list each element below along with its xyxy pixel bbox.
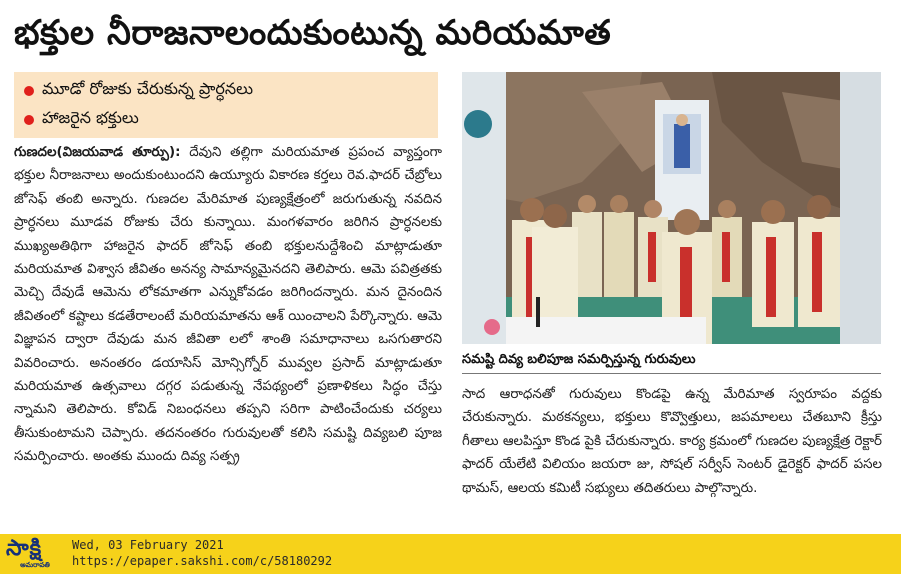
highlight-text: మూడో రోజుకు చేరుకున్న ప్రార్ధనలు [42,79,254,98]
headline: భక్తుల నీరాజనాలందుకుంటున్న మరియమాత [14,13,612,53]
article-text: దేవుని తల్లిగా మరియమాత ప్రపంచ వ్యాప్తంగా భక్తుల నీరాజనాలు అందుకుంటుందని ఉయ్యూరు వికారణ కర్తలు రెవ.ఫాదర్ చేబ్రోలు జోసెఫ్ తంబి అన్నారు. గుణదల మేరిమాత పుణ్యక్షేత్రంలో జరుగుతున్న నవదిన ప్రార్ధనలు మూడవ రోజుకు చేరు కున్నాయి. మంగళవారం జరిగిన ప్రార్ధనలకు ముఖ్యఅతిథిగా హాజరైన ఫాదర్ జోసెఫ్ తంబి భక్తులనుద్దేశించి మాట్లాడుతూ మరియమాత విశ్వాస జీవితం అనన్య సామాన్యమైనదని తెలిపారు. ఆమె పవిత్రతకు మెచ్చి దేవుడే ఆమెను లోకమాతగా ఎన్నుకోవడం జరిగిందన్నారు. మన దైనందిన జీవితంలో కష్టాలు కడతేరాలంటే మరియమాతను ఆశ్ యించాలని పేర్కొన్నారు. ఆమె విజ్ఞాపన ద్వారా దేవుడు మన జీవితా లలో శాంతి సమాధానాలు ఒసగుతారని వివరించారు. అనంతరం డయాసిస్ మోన్సిగ్నోర్ మువ్వల ప్రసాద్ మాట్లాడుతూ మరియమాత ఉత్సవాలు దగ్గర పడుతున్న నేపథ్యంలో ప్రణాళికలు సిద్ధం చేస్తు న్నామని తెలిపారు. కోవిడ్ నిబంధనలు తప్పని సరిగా పాటించేందుకు చర్యలు తీసుకుంటామని చెప్పారు. తదనంతరం గురువులతో కలిసి సమష్టి దివ్యబలి పూజ సమర్పించారు. అంతకు ముందు దివ్య సత్ప్ర [14,145,442,465]
article-body-left [14,141,442,529]
bullet-icon [24,86,34,96]
highlight-text: హాజరైన భక్తులు [42,108,139,127]
highlights-box [14,72,438,138]
dateline: గుణదల(విజయవాడ తూర్పు): [14,145,181,160]
logo-subtext: అమరావతి [20,561,50,569]
photo-caption: సమష్టి దివ్య బలిపూజ సమర్పిస్తున్న గురువులు [462,349,881,374]
bullet-icon [24,115,34,125]
sakshi-logo [6,537,64,571]
publication-date: Wed, 03 February 2021 [72,538,224,552]
highlight-item [24,76,428,105]
epaper-link[interactable]: https://epaper.sakshi.com/c/58180292 [72,554,333,568]
news-photo [462,72,881,344]
highlight-item [24,105,428,134]
logo-text: సాక్షి [6,536,43,561]
article-body-right: సాద ఆరాధనతో గురువులు కొండపై ఉన్న మేరిమాత స్వరూపం వద్దకు చేరుకున్నారు. మఠకన్యలు, భక్తులు కొవ్వొత్తులు, జపమాలలు చేతబూని క్రీస్తు గీతాలు ఆలపిస్తూ కొండ పైకి చేరుకున్నారు. కార్య క్రమంలో గుణదల పుణ్యక్షేత్ర రెక్టార్ ఫాదర్ యేలేటి విలియం జయరా జు, సోషల్ సర్వీస్ సెంటర్ డైరెక్టర్ ఫాదర్ పసల థామస్, ఆలయ కమిటీ సభ్యులు తదితరులు పాల్గొన్నారు. [462,387,882,496]
footer-bar [0,534,901,574]
